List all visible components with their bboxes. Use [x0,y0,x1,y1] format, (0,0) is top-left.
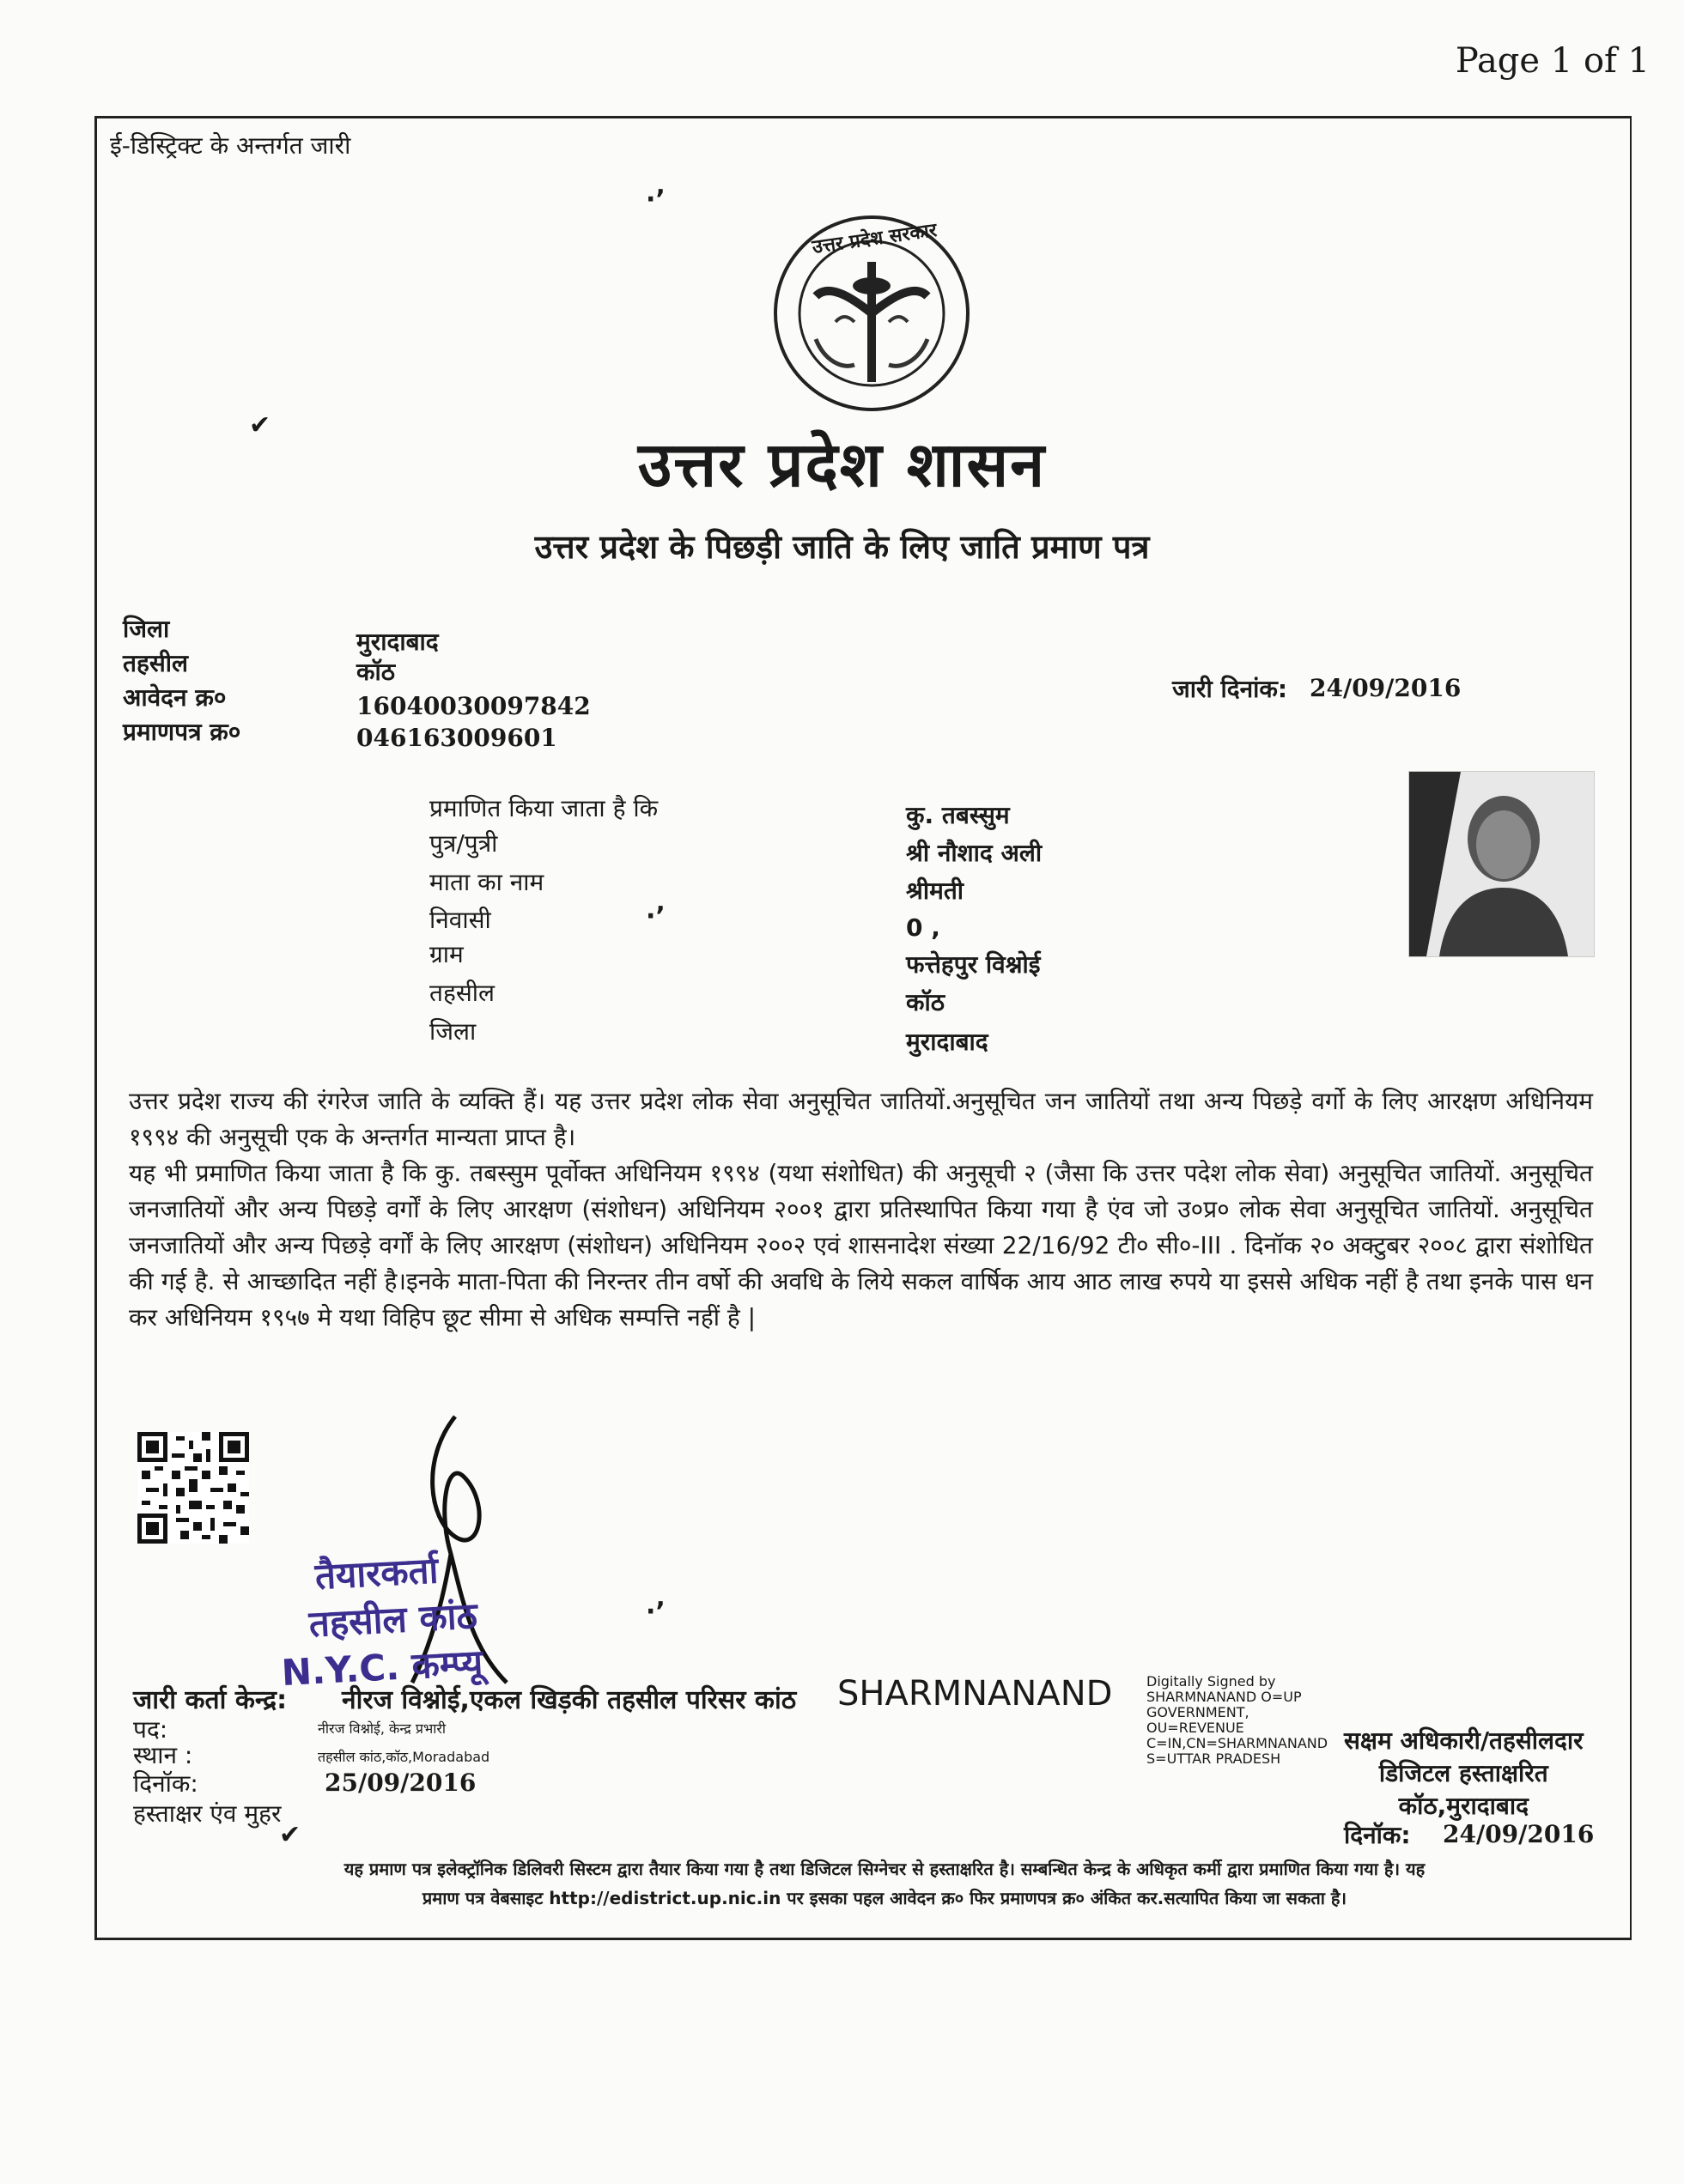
issuing-center-value: नीरज विश्नोई,एकल खिड़की तहसील परिसर कांठ [342,1685,797,1715]
district-detail-value: मुरादाबाद [906,1028,988,1056]
center-date-label: दिनॉक: [133,1769,198,1798]
competent-authority-location: कॉठ,मुरादाबाद [1398,1792,1529,1820]
footer-note [146,1854,1623,1913]
stamp-line-3: N.Y.C. कम्प्यू [280,1641,484,1695]
tehsil-detail-value: कॉठ [906,988,945,1016]
resident-label: निवासी [429,906,491,934]
tehsil-detail-label: तहसील [429,979,495,1007]
resident-value: 0 , [906,913,940,942]
certified-label: प्रमाणित किया जाता है कि [429,794,659,822]
scan-mark: ·ʼ [646,1597,666,1627]
center-date-value: 25/09/2016 [325,1768,477,1797]
digital-signature-line: Digitally Signed by [1146,1673,1276,1690]
footer-line-1: यह प्रमाण पत्र इलेक्ट्रॉनिक डिलिवरी सिस्टम द्वारा तैयार किया गया है तथा डिजिटल सिग्नेचर से हस्ताक्षरित है। सम्बन्धित केन्द्र के अधिकृत कर्मी द्वारा प्रमाणित किया गया है। यह [343,1859,1426,1879]
designation-label: पद: [133,1715,168,1744]
issuing-center-label: जारी कर्ता केन्द्र: [133,1685,288,1715]
district-detail-label: जिला [429,1017,477,1046]
authority-date-label: दिनॉक: [1344,1821,1411,1849]
application-no-label: आवेदन क्र० [123,683,227,712]
digital-signature-details [1146,1674,1328,1767]
district-value: मुरादाबाद [356,628,439,656]
digital-signature-line: GOVERNMENT, [1146,1704,1249,1720]
emblem-text: उत्तर प्रदेश सरकार [811,219,939,259]
tehsil-value: कॉठ [356,658,396,686]
sign-and-seal-label: हस्ताक्षर एंव मुहर [133,1799,282,1828]
scan-mark: ✔ [249,410,271,440]
stamp-line-1: तैयारकर्ता [313,1549,440,1598]
mother-name: श्रीमती [906,877,964,905]
issue-date-value: 24/09/2016 [1310,674,1462,702]
scan-mark: ·ʼ [646,901,666,931]
digital-signature-line: SHARMNANAND O=UP [1146,1689,1302,1705]
certificate-no-label: प्रमाणपत्र क्र० [123,718,241,746]
village-value: फत्तेहपुर विश्नोई [906,950,1041,979]
designation-value: नीरज विश्नोई, केन्द्र प्रभारी [318,1720,447,1737]
digital-signature-line: C=IN,CN=SHARMNANAND [1146,1735,1328,1751]
district-label: जिला [123,615,170,643]
certificate-no-value: 046163009601 [356,724,557,752]
signer-name: SHARMNANAND [837,1674,1113,1714]
body-paragraph-2: यह भी प्रमाणित किया जाता है कि कु. तबस्सुम पूर्वोक्त अधिनियम १९९४ (यथा संशोधित) की अनुसूची २ (जैसा कि उत्तर पदेश लोक सेवा) अनुसूचित जातियों. अनुसूचित जनजातियों और अन्य पिछड़े वर्गों के लिए आरक्षण (संशोधन) अधिनियम २००१ द्वारा प्रतिस्थापित किया गया है एंव जो उ०प्र० लोक सेवा अनुसूचित जातियों. अनुसूचित जनजातियों और अन्य पिछड़े वर्गों के लिए आरक्षण (संशोधन) अधिनियम २००२ एवं शासनादेश संख्या 22/16/92 टी० सी०-III . दिनॉक २० अक्टुबर २००८ द्वारा संशोधित की गई है. से आच्छादित नहीं है।इनके माता-पिता की निरन्तर तीन वर्षो की अवधि के लिये सकल वार्षिक आय आठ लाख रुपये या इससे अधिक नहीं है तथा इनके पास धन कर अधिनियम १९५७ मे यथा विहिप छूट सीमा से अधिक सम्पत्ति नहीं है | [129,1159,1593,1332]
place-label: स्थान : [133,1741,193,1769]
application-no-value: 16040030097842 [356,692,591,720]
digital-signature-line: OU=REVENUE [1146,1720,1244,1736]
place-value: तहसील कांठ,कॉठ,Moradabad [318,1749,490,1765]
mother-name-label: माता का नाम [429,868,544,896]
digitally-signed-label: डिजिटल हस्ताक्षरित [1378,1759,1548,1787]
scan-mark: ·ʼ [646,185,666,215]
father-name: श्री नौशाद अली [906,839,1043,867]
certificate-title: उत्तर प्रदेश के पिछड़ी जाति के लिए जाति प्रमाण पत्र [534,528,1150,566]
applicant-name: कु. तबस्सुम [906,801,1010,829]
competent-authority-title: सक्षम अधिकारी/तहसीलदार [1344,1726,1584,1755]
body-paragraph-1: उत्तर प्रदेश राज्य की रंगरेज जाति के व्यक्ति हैं। यह उत्तर प्रदेश लोक सेवा अनुसूचित जातियों.अनुसूचित जन जातियों तथा अन्य पिछड़े वर्गो के लिए आरक्षण अधिनियम १९९४ की अनुसूची एक के अन्तर्गत मान्यता प्राप्त है। [129,1087,1593,1151]
certificate-body [129,1083,1593,1336]
village-label: ग्राम [429,940,464,968]
digital-signature-line: S=UTTAR PRADESH [1146,1750,1281,1767]
scan-mark: ✔ [279,1820,301,1850]
tehsil-label: तहसील [123,649,188,677]
authority-date-value: 24/09/2016 [1443,1820,1595,1848]
competent-authority [1344,1724,1584,1822]
applicant-photo [1408,771,1595,957]
stamp-line-2: तहसील कांठ [307,1594,479,1646]
footer-line-2: प्रमाण पत्र वेबसाइट http://edistrict.up.nic.in पर इसका पहल आवेदन क्र० फिर प्रमाणपत्र क्र० अंकित कर.सत्यापित किया जा सकता है। [422,1888,1347,1908]
qr-code-icon [137,1432,249,1544]
government-title: उत्तर प्रदेश शासन [637,428,1047,500]
son-daughter-label: पुत्र/पुत्री [429,829,498,858]
page-number: Page 1 of 1 [1455,41,1650,81]
issued-under-label: ई-डिस्ट्रिक्ट के अन्तर्गत जारी [110,131,351,160]
issue-date-label: जारी दिनांक: [1172,675,1288,703]
